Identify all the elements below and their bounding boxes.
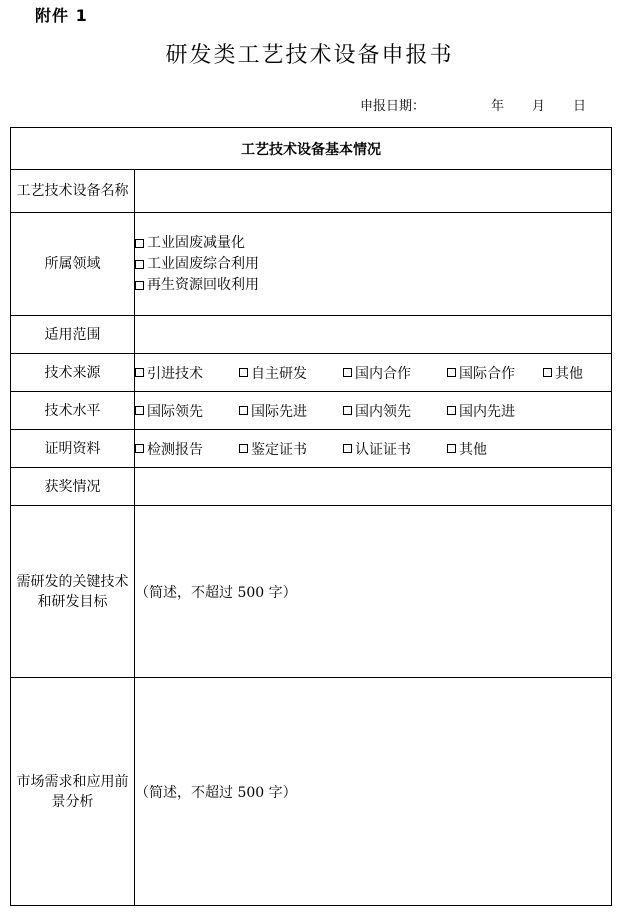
row-key-tech: [11, 506, 612, 678]
checkbox-icon[interactable]: [135, 406, 144, 415]
checkbox-icon[interactable]: [135, 281, 144, 290]
checkbox-icon[interactable]: [343, 368, 352, 377]
label-proof-docs: 证明资料: [11, 430, 135, 468]
row-field: [11, 213, 612, 316]
application-form-table: [10, 127, 612, 906]
field-options: [135, 213, 612, 316]
date-unit-year: 年: [490, 99, 504, 114]
row-scope: [11, 316, 612, 354]
proof-option-appraisal[interactable]: [239, 439, 343, 459]
field-option-label: 再生资源回收利用: [147, 276, 259, 293]
key-tech-note: （简述，不超过 500 字）: [135, 584, 297, 601]
proof-option-certification[interactable]: [343, 439, 447, 459]
checkbox-icon[interactable]: [135, 368, 144, 377]
checkbox-icon[interactable]: [135, 444, 144, 453]
option-label: 国际领先: [147, 403, 203, 420]
checkbox-icon[interactable]: [239, 406, 248, 415]
option-label: 自主研发: [251, 365, 307, 382]
proof-option-other[interactable]: [447, 439, 487, 459]
option-label: 国内合作: [355, 365, 411, 382]
market-note: （简述，不超过 500 字）: [135, 784, 297, 801]
source-option-other[interactable]: [543, 363, 583, 383]
field-option-recycling[interactable]: [135, 275, 611, 296]
label-field: 所属领域: [11, 213, 135, 316]
level-option-intl-leading[interactable]: [135, 401, 239, 421]
level-option-domestic-advanced[interactable]: [447, 401, 515, 421]
tech-source-options: [135, 354, 612, 392]
checkbox-icon[interactable]: [543, 368, 552, 377]
checkbox-icon[interactable]: [135, 260, 144, 269]
input-scope[interactable]: [135, 316, 612, 354]
option-label: 国际合作: [459, 365, 515, 382]
field-option-reduction[interactable]: [135, 233, 611, 254]
checkbox-icon[interactable]: [135, 239, 144, 248]
date-unit-day: 日: [572, 99, 586, 114]
option-label: 国际先进: [251, 403, 307, 420]
row-equipment-name: [11, 170, 612, 213]
level-option-domestic-leading[interactable]: [343, 401, 447, 421]
checkbox-icon[interactable]: [343, 406, 352, 415]
field-option-label: 工业固废综合利用: [147, 255, 259, 272]
date-label: 申报日期：: [359, 99, 425, 114]
document-title: 研发类工艺技术设备申报书: [165, 43, 454, 68]
checkbox-icon[interactable]: [239, 368, 248, 377]
option-label: 其他: [459, 441, 487, 458]
date-unit-month: 月: [531, 99, 545, 114]
level-option-intl-advanced[interactable]: [239, 401, 343, 421]
section-header-row: [11, 128, 612, 170]
field-option-utilization[interactable]: [135, 254, 611, 275]
option-label: 其他: [555, 365, 583, 382]
option-label: 认证证书: [355, 441, 411, 458]
option-label: 国内领先: [355, 403, 411, 420]
section-title: 工艺技术设备基本情况: [11, 128, 612, 170]
source-option-intl-coop[interactable]: [447, 363, 543, 383]
label-tech-level: 技术水平: [11, 392, 135, 430]
option-label: 国内先进: [459, 403, 515, 420]
application-date-line: [360, 95, 586, 114]
checkbox-icon[interactable]: [447, 368, 456, 377]
option-label: 检测报告: [147, 441, 203, 458]
checkbox-icon[interactable]: [447, 406, 456, 415]
input-market[interactable]: [135, 678, 612, 906]
attachment-label: 附件 1: [35, 6, 88, 25]
row-proof-docs: [11, 430, 612, 468]
label-scope: 适用范围: [11, 316, 135, 354]
source-option-domestic-coop[interactable]: [343, 363, 447, 383]
tech-level-options: [135, 392, 612, 430]
option-label: 引进技术: [147, 365, 203, 382]
input-key-tech[interactable]: [135, 506, 612, 678]
option-label: 鉴定证书: [251, 441, 307, 458]
label-market: 市场需求和应用前景分析: [11, 678, 135, 906]
row-market: [11, 678, 612, 906]
proof-option-test-report[interactable]: [135, 439, 239, 459]
proof-docs-options: [135, 430, 612, 468]
input-awards[interactable]: [135, 468, 612, 506]
source-option-self-developed[interactable]: [239, 363, 343, 383]
checkbox-icon[interactable]: [447, 444, 456, 453]
checkbox-icon[interactable]: [239, 444, 248, 453]
checkbox-icon[interactable]: [343, 444, 352, 453]
row-tech-source: [11, 354, 612, 392]
label-equipment-name: 工艺技术设备名称: [11, 170, 135, 213]
field-option-label: 工业固废减量化: [147, 234, 245, 251]
source-option-imported[interactable]: [135, 363, 239, 383]
label-tech-source: 技术来源: [11, 354, 135, 392]
label-key-tech: 需研发的关键技术和研发目标: [11, 506, 135, 678]
row-awards: [11, 468, 612, 506]
row-tech-level: [11, 392, 612, 430]
input-equipment-name[interactable]: [135, 170, 612, 213]
label-awards: 获奖情况: [11, 468, 135, 506]
